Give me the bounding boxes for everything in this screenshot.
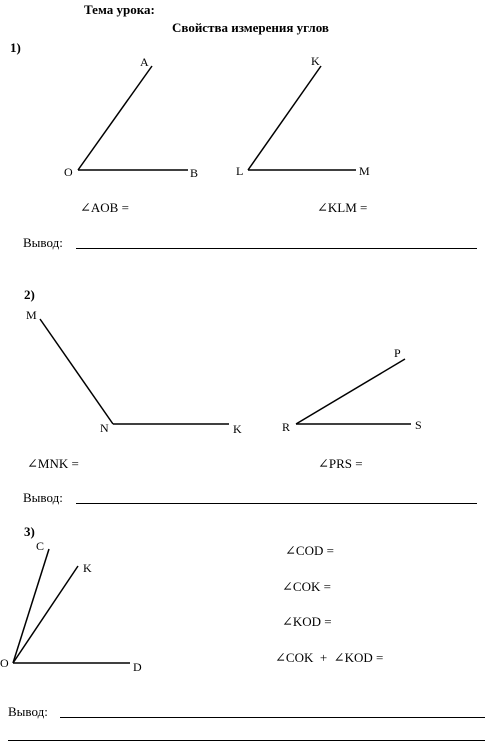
conclusion-line-2[interactable]: [76, 503, 477, 504]
angle-cod-expression: ∠COD =: [285, 543, 334, 558]
angle-prs-expression: ∠PRS =: [318, 456, 363, 471]
conclusion-line-1[interactable]: [76, 248, 477, 249]
angle-kod-expression: ∠KOD =: [282, 614, 332, 629]
conclusion-line-3[interactable]: [60, 717, 485, 718]
angle-cok-expression: ∠COK =: [282, 579, 331, 594]
ray-lk: [248, 66, 321, 170]
point-label-r: R: [282, 420, 291, 434]
point-label-o: O: [64, 165, 73, 179]
angle-aob-expression: ∠AOB =: [80, 200, 129, 215]
conclusion-label-2: Вывод:: [23, 490, 63, 505]
ray-oa: [78, 66, 152, 170]
point-label-p: P: [394, 346, 401, 360]
point-label-m: M: [359, 164, 370, 178]
point-label-a: A: [140, 55, 149, 69]
point-label-d: D: [133, 660, 142, 674]
conclusion-label-1: Вывод:: [23, 235, 63, 250]
angle-klm-expression: ∠KLM =: [317, 200, 368, 215]
task-1-number: 1): [10, 40, 21, 55]
point-label-n: N: [100, 421, 109, 435]
ray-nm: [40, 319, 113, 424]
conclusion-label-3: Вывод:: [8, 704, 48, 719]
task-2-number: 2): [24, 287, 35, 302]
angle-sum-expression: ∠COK + ∠KOD =: [275, 650, 384, 665]
lesson-topic-label: Тема урока:: [84, 2, 155, 17]
ray-rp: [296, 359, 405, 424]
task-3-number: 3): [24, 524, 35, 539]
point-label-l: L: [236, 164, 244, 178]
point-label-b: B: [190, 166, 199, 180]
point-label-k: K: [311, 54, 320, 68]
conclusion-line-3-extra[interactable]: [8, 740, 485, 741]
page-title: Свойства измерения углов: [172, 20, 329, 35]
point-label-k2: K: [233, 422, 242, 436]
angle-mnk-expression: ∠MNK =: [27, 456, 79, 471]
point-label-k3: K: [83, 561, 92, 575]
ray-ok: [13, 566, 78, 663]
ray-oc: [13, 549, 49, 663]
point-label-o3: O: [0, 656, 9, 670]
point-label-s: S: [415, 418, 422, 432]
point-label-m2: M: [26, 308, 37, 322]
point-label-c: C: [36, 539, 45, 553]
